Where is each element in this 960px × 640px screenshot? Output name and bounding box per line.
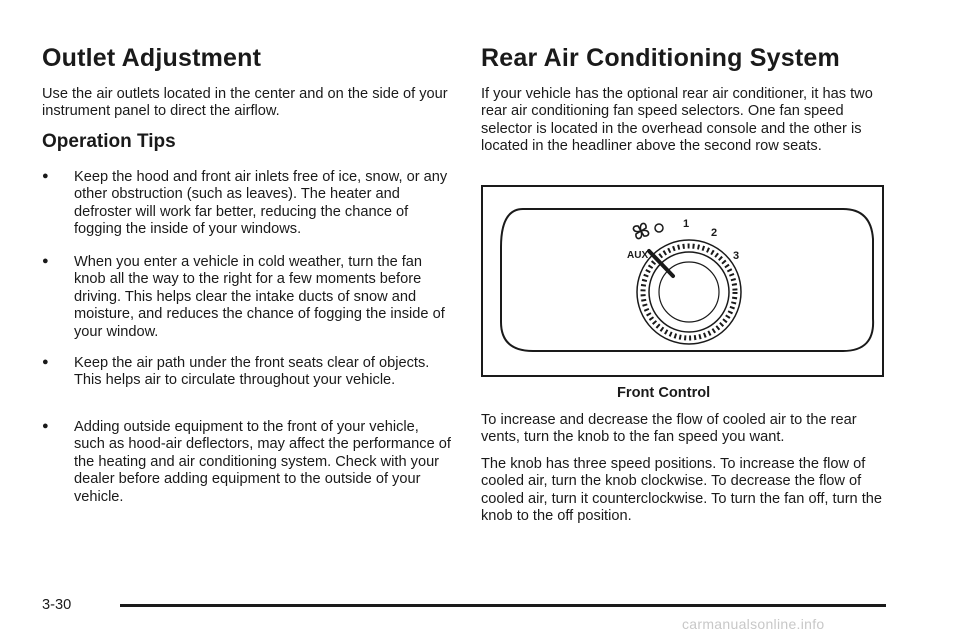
list-item-text: Keep the air path under the front seats clear of objects. This helps air to circulate throughout your vehicle. [74, 355, 430, 389]
list-item [42, 169, 452, 239]
rear-ac-heading: Rear Air Conditioning System [481, 44, 840, 72]
rear-ac-para2: The knob has three speed positions. To increase the flow of cooled air, turn the knob clockwise. To decrease the flow of cooled air, turn it counterclockwise. To turn the fan off, turn the knob to the off position. [481, 456, 883, 525]
list-item-text: When you enter a vehicle in cold weather, turn the fan knob all the way to the right for a few moments before driving. This helps clear the intake ducts of snow and moisture, and reduces the chance of fogging the inside of your window. [74, 254, 445, 340]
bullet-icon: ● [42, 356, 49, 368]
watermark: carmanualsonline.info [682, 616, 825, 632]
speed-3-label: 3 [733, 250, 740, 262]
bullet-icon: ● [42, 255, 49, 267]
list-item [42, 419, 452, 506]
aux-label: AUX [627, 250, 649, 261]
page-number: 3-30 [42, 597, 72, 613]
bullet-icon: ● [42, 420, 49, 432]
figure-caption: Front Control [617, 385, 711, 401]
list-item [42, 254, 452, 341]
list-item [42, 355, 452, 390]
fan-icon [633, 223, 648, 238]
front-control-figure [481, 185, 884, 377]
rear-ac-para1: To increase and decrease the flow of cooled air to the rear vents, turn the knob to the fan speed you want. [481, 412, 857, 446]
list-item-text: Keep the hood and front air inlets free of ice, snow, or any other obstruction (such as leaves). The heater and defroster will work far better, reducing the chance of fogging the inside of your windows. [74, 169, 448, 238]
bullet-icon: ● [42, 170, 49, 182]
off-position-icon [655, 224, 663, 232]
rear-ac-intro: If your vehicle has the optional rear air conditioner, it has two rear air conditioning fan speed selectors. One fan speed selector is located in the overhead console and the other is located in the headliner above the second row seats. [481, 86, 873, 155]
operation-tips-heading: Operation Tips [42, 131, 176, 152]
outlet-adjustment-intro: Use the air outlets located in the center and on the side of your instrument panel to direct the airflow. [42, 86, 448, 120]
speed-1-label: 1 [683, 218, 690, 230]
front-control-illustration [483, 187, 882, 375]
outlet-adjustment-heading: Outlet Adjustment [42, 44, 262, 72]
speed-2-label: 2 [711, 227, 718, 239]
footer-divider [120, 604, 886, 607]
control-panel-outline [501, 209, 873, 351]
list-item-text: Adding outside equipment to the front of your vehicle, such as hood-air deflectors, may affect the performance of the heating and air conditioning system. Check with your dealer before adding equipment to the outside of your vehicle. [74, 419, 451, 505]
